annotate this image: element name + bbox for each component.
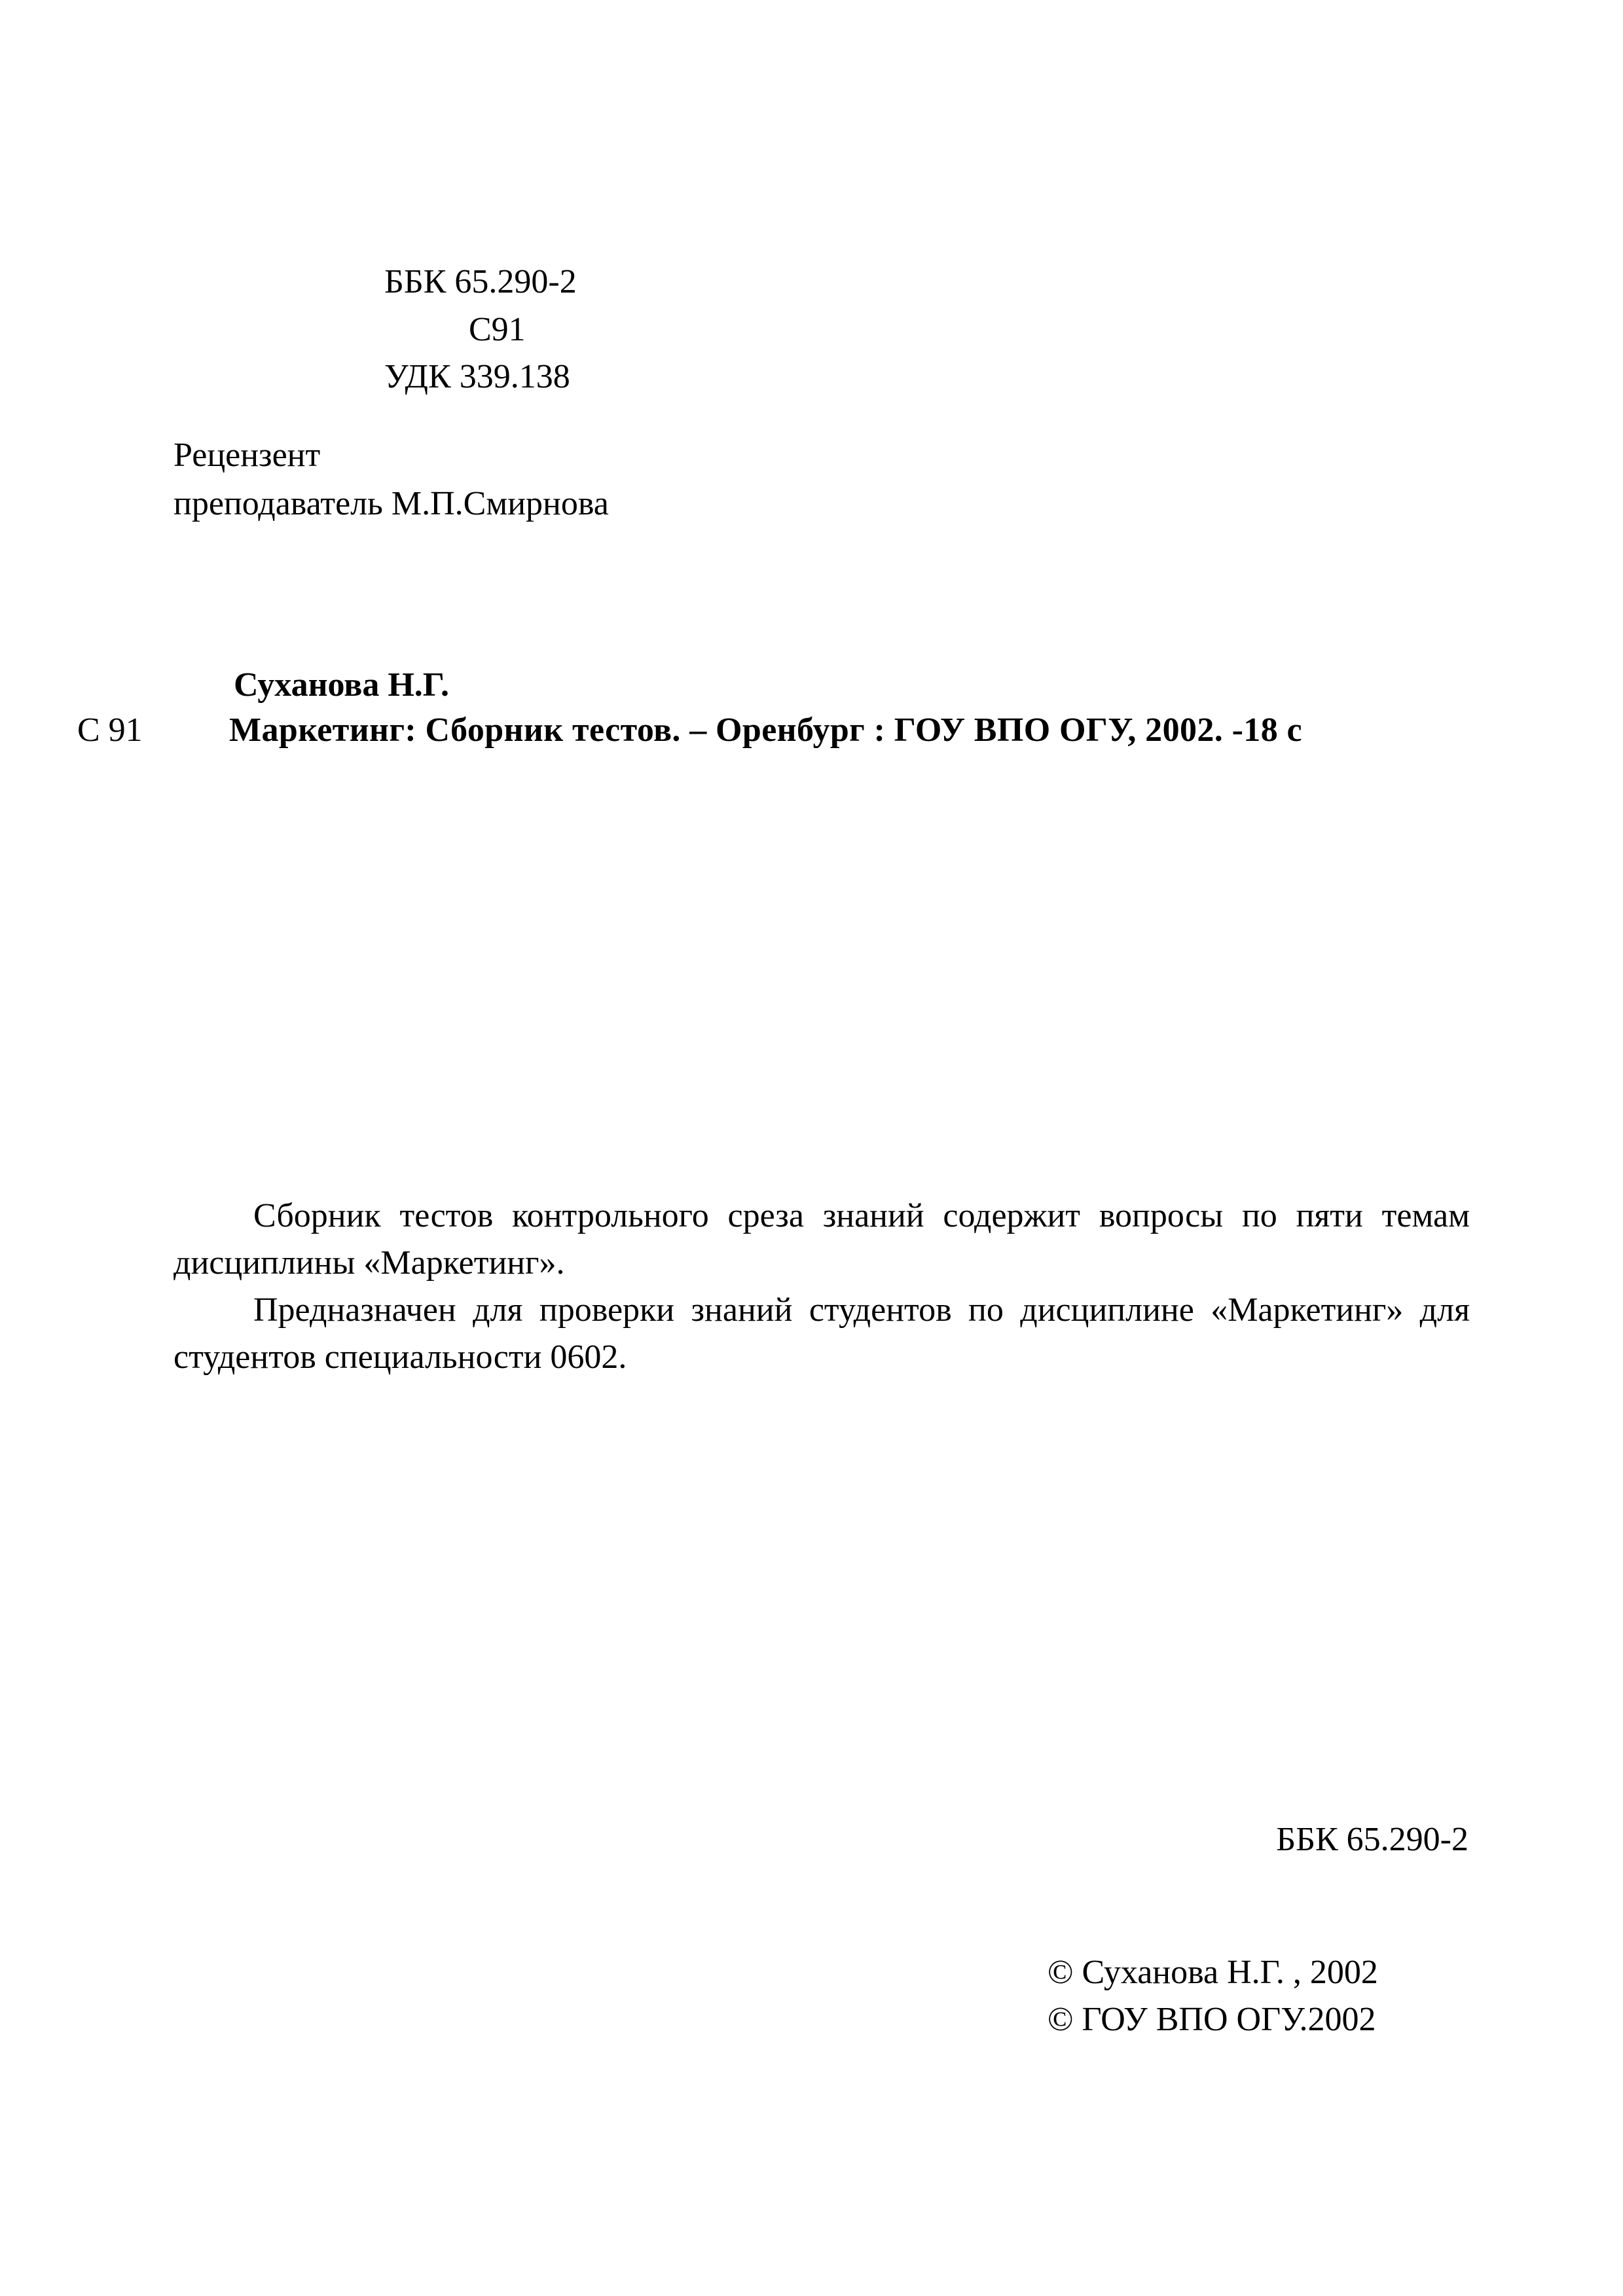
- annotation: [173, 1193, 1470, 1381]
- copyright-author: © Суханова Н.Г. , 2002: [1048, 1954, 1378, 1991]
- author-name: Суханова Н.Г.: [234, 666, 449, 704]
- reviewer-name: преподаватель М.П.Смирнова: [173, 485, 609, 522]
- bibliographic-title: Маркетинг: Сборник тестов. – Оренбург : ГОУ ВПО ОГУ, 2002. -18 с: [229, 711, 1302, 749]
- bbk-classification-bottom: ББК 65.290-2: [1276, 1821, 1468, 1858]
- bbk-classification-top: ББК 65.290-2: [384, 263, 577, 300]
- reviewer-label: Рецензент: [173, 437, 321, 474]
- annotation-paragraph-1: Сборник тестов контрольного среза знаний содержит вопросы по пяти темам дисциплины «Маркетинг».: [173, 1197, 1470, 1282]
- copyright-publisher: © ГОУ ВПО ОГУ.2002: [1048, 2001, 1376, 2038]
- udk-classification: УДК 339.138: [384, 358, 570, 395]
- catalog-code: С 91: [77, 711, 143, 749]
- annotation-paragraph-2: Предназначен для проверки знаний студентов по дисциплине «Маркетинг» для студентов специальности 0602.: [173, 1291, 1470, 1376]
- author-mark: С91: [469, 311, 526, 348]
- copyright-block: [1048, 1949, 1378, 2043]
